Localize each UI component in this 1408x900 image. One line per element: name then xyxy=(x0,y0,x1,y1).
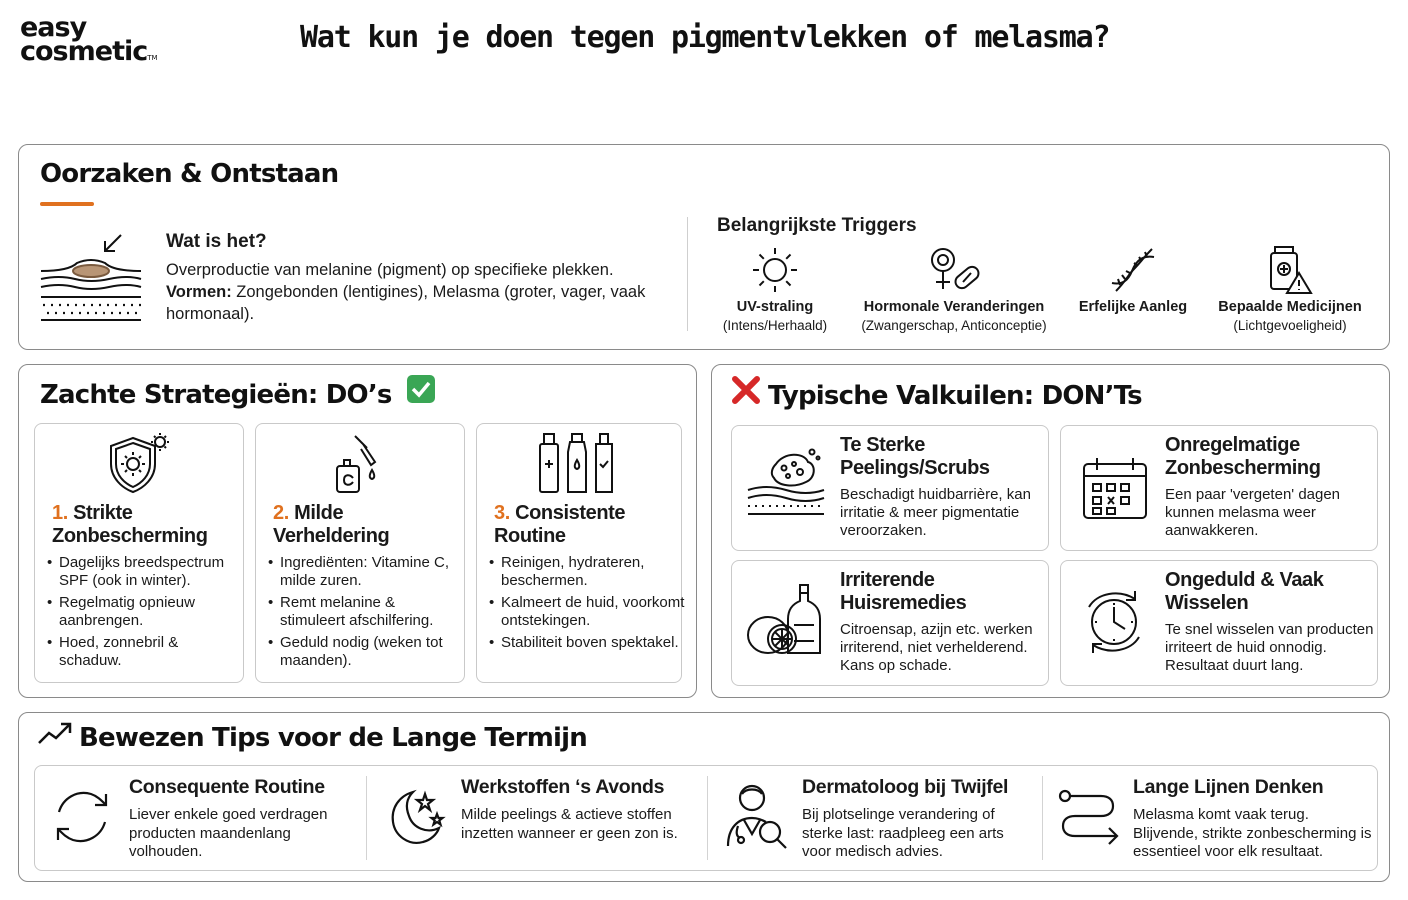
dont-title: Onregelmatige Zonbescherming xyxy=(1165,434,1321,479)
medicine-warning-icon xyxy=(1265,245,1315,300)
calendar-icon xyxy=(1081,456,1149,527)
donts-section xyxy=(711,364,1390,698)
trend-up-icon xyxy=(37,721,73,752)
scrub-sponge-icon xyxy=(746,446,826,527)
bullet-item: • Regelmatig opnieuw aanbrengen. xyxy=(47,594,243,630)
dos-heading xyxy=(40,377,436,414)
do-title xyxy=(494,502,681,548)
tip-text: Bij plotselinge verandering of sterke last: raadpleeg een arts voor medisch advies. xyxy=(802,806,1004,860)
do-number: 2. xyxy=(273,502,289,524)
bullet-item: • Geduld nodig (weken tot maanden). xyxy=(268,634,464,670)
clock-cycle-icon xyxy=(1079,587,1149,662)
tip-title: Lange Lijnen Denken xyxy=(1133,776,1324,798)
dos-heading-text: Zachte Strategieën: DO’s xyxy=(40,380,392,410)
trigger-label: Erfelijke Aanleg xyxy=(1078,299,1188,315)
tip-text: Milde peelings & actieve stoffen inzetten wanneer er geen zon is. xyxy=(461,806,678,842)
trigger-label: UV-straling xyxy=(736,299,814,315)
tip-title: Dermatoloog bij Twijfel xyxy=(802,776,1009,798)
sun-shield-icon xyxy=(106,432,172,503)
check-box-icon xyxy=(406,374,436,411)
causes-heading: Oorzaken & Ontstaan xyxy=(40,159,339,189)
do-bullets xyxy=(47,554,243,674)
trigger-sub: (Lichtgevoeligheid) xyxy=(1233,318,1347,333)
bullet-item: • Kalmeert de huid, voorkomt ontstekingen. xyxy=(489,594,685,630)
lemon-vinegar-icon xyxy=(746,583,826,664)
moon-stars-icon xyxy=(383,786,447,855)
tip-evening-actives xyxy=(367,766,707,872)
brand-logo xyxy=(20,12,158,67)
doctor-search-icon xyxy=(724,780,790,857)
trigger-label: Bepaalde Medicijnen xyxy=(1218,299,1362,315)
long-path-icon xyxy=(1057,786,1123,853)
logo-line2 xyxy=(20,36,158,67)
bullet-item: • Dagelijks breedspectrum SPF (ook in winter). xyxy=(47,554,243,590)
tips-strip xyxy=(34,765,1378,871)
what-is-it-line1: Overproductie van melanine (pigment) op specifieke plekken. xyxy=(166,261,614,279)
do-bullets xyxy=(268,554,464,674)
page-title: Wat kun je doen tegen pigmentvlekken of melasma? xyxy=(300,20,1110,55)
trigger-sub: (Zwangerschap, Anticonceptie) xyxy=(861,318,1047,333)
tips-heading-text: Bewezen Tips voor de Lange Termijn xyxy=(79,723,587,753)
logo-line2-text: cosmetic xyxy=(20,36,148,67)
do-title xyxy=(273,502,464,548)
dos-section xyxy=(18,364,697,698)
do-title xyxy=(52,502,243,548)
do-bullets xyxy=(489,554,685,656)
dont-text: Citroensap, azijn etc. werken irriterend, niet verhelderend. Kans op schade. xyxy=(840,621,1033,674)
causes-section xyxy=(18,144,1390,350)
bullet-item: • Hoed, zonnebril & schaduw. xyxy=(47,634,243,670)
dna-icon xyxy=(1108,245,1158,300)
donts-heading-text: Typische Valkuilen: DON’Ts xyxy=(768,381,1142,411)
dont-text: Te snel wisselen van producten irriteert de huid onnodig. Resultaat duurt lang. xyxy=(1165,621,1374,674)
tip-text: Melasma komt vaak terug. Blijvende, strikte zonbescherming is essentieel voor elk resultaat. xyxy=(1133,806,1372,860)
do-title-text: Milde Verheldering xyxy=(273,502,390,547)
forms-text: Zongebonden (lentigines), Melasma (groter, vager, vaak hormonaal). xyxy=(166,283,646,323)
do-card-brightening xyxy=(255,423,465,683)
heading-underline xyxy=(40,202,94,206)
serum-dropper-icon xyxy=(327,432,393,503)
dont-title: Te Sterke Peelings/Scrubs xyxy=(840,434,990,479)
bullet-item: • Reinigen, hydrateren, beschermen. xyxy=(489,554,685,590)
dont-card-impatience xyxy=(1060,560,1378,686)
section-divider xyxy=(687,217,688,331)
do-title-text: Consistente Routine xyxy=(494,502,626,547)
do-title-text: Strikte Zonbescherming xyxy=(52,502,208,547)
logo-tm: TM xyxy=(147,54,158,62)
trigger-sub: (Intens/Herhaald) xyxy=(722,318,828,333)
dont-title: Irriterende Huisremedies xyxy=(840,569,967,614)
do-card-sun-protection xyxy=(34,423,244,683)
tip-title: Consequente Routine xyxy=(129,776,325,798)
tip-consistent-routine xyxy=(35,766,365,872)
tip-dermatologist xyxy=(708,766,1042,872)
do-number: 3. xyxy=(494,502,510,524)
do-card-routine xyxy=(476,423,685,683)
hormone-pill-icon xyxy=(924,245,984,302)
dont-text: Beschadigt huidbarrière, kan irritatie & meer pigmentatie veroorzaken. xyxy=(840,486,1031,539)
forms-label: Vormen: xyxy=(166,283,232,301)
dont-title: Ongeduld & Vaak Wisselen xyxy=(1165,569,1324,614)
what-is-it-forms xyxy=(166,281,666,325)
refresh-cycle-icon xyxy=(51,786,113,853)
dont-card-peelings xyxy=(731,425,1049,551)
what-is-it-title: Wat is het? xyxy=(166,231,267,252)
dont-card-home-remedies xyxy=(731,560,1049,686)
tip-text: Liever enkele goed verdragen producten maandenlang volhouden. xyxy=(129,806,328,860)
trigger-label: Hormonale Veranderingen xyxy=(863,299,1045,315)
dont-text: Een paar 'vergeten' dagen kunnen melasma weer aanwakkeren. xyxy=(1165,486,1341,539)
triggers-title: Belangrijkste Triggers xyxy=(717,215,917,236)
tip-long-term xyxy=(1043,766,1377,872)
tips-heading xyxy=(37,723,587,754)
do-number: 1. xyxy=(52,502,68,524)
what-is-it-text xyxy=(166,259,666,325)
tips-section xyxy=(18,712,1390,882)
bullet-item: • Ingrediënten: Vitamine C, milde zuren. xyxy=(268,554,464,590)
tip-title: Werkstoffen ‘s Avonds xyxy=(461,776,665,798)
dont-card-irregular-spf xyxy=(1060,425,1378,551)
logo-line1: easy xyxy=(20,12,87,43)
sun-icon xyxy=(750,245,800,300)
donts-heading xyxy=(730,377,1142,416)
bottles-icon xyxy=(536,430,622,501)
skin-layers-icon xyxy=(39,231,143,323)
bullet-item: • Stabiliteit boven spektakel. xyxy=(489,634,685,652)
cross-icon xyxy=(730,374,762,413)
bullet-item: • Remt melanine & stimuleert afschilfering. xyxy=(268,594,464,630)
